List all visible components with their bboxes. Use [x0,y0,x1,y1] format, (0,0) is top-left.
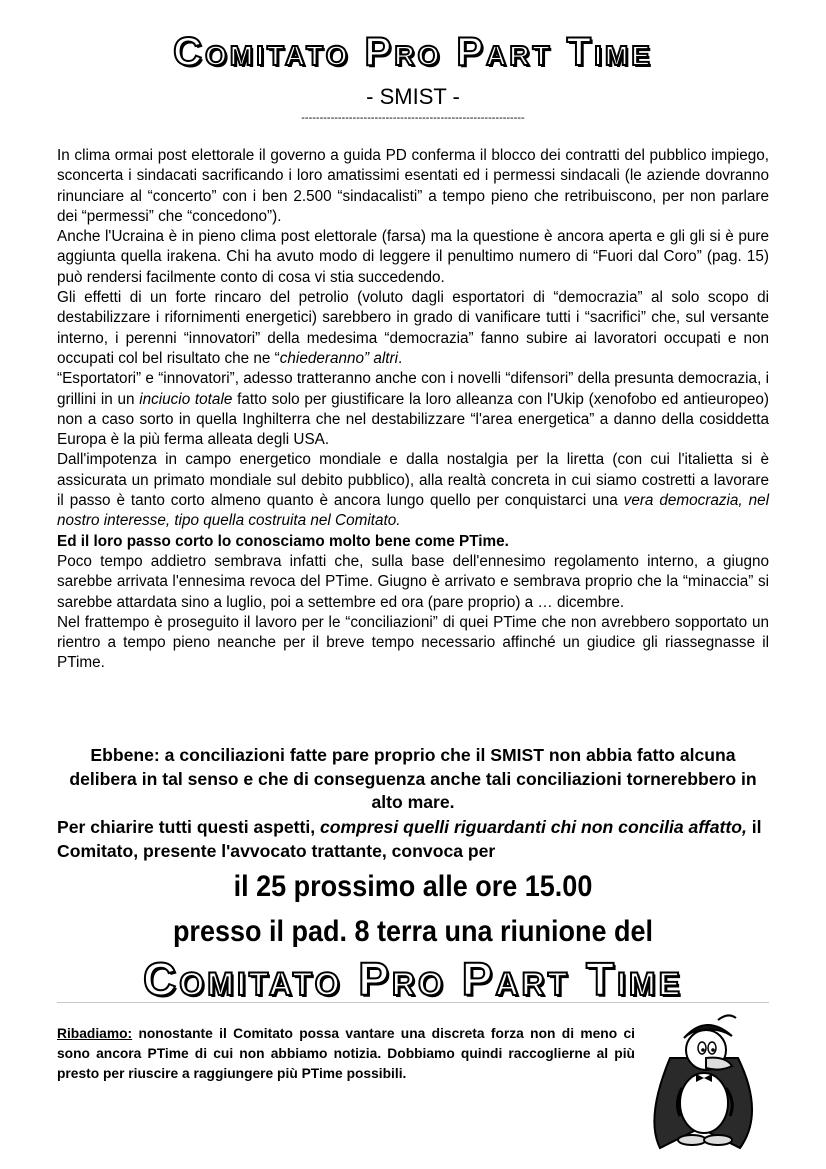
bottom-title: Comitato Pro Part Time [143,953,683,1005]
body-text [57,146,769,674]
paragraph-8: Nel frattempo è proseguito il lavoro per le “conciliazioni” di quei PTime che non avrebbero sopportato un rientro a tempo pieno neanche per il breve tempo necessario affinché un giudice gli riassegnasse il PTime. [57,613,769,672]
paragraph-3 [57,288,769,369]
paragraph-4 [57,369,769,450]
subtitle: - SMIST - [366,84,460,109]
paragraph-6: Ed il loro passo corto lo conosciamo molto bene come PTime. [57,532,509,550]
page-title: Comitato Pro Part Time [173,30,653,74]
paragraph-3-text: Gli effetti di un forte rincaro del petrolio (voluto dagli esportatori di “democrazia” al solo scopo di destabilizzare i rifornimenti energetici) sarebbero in grado di vanificare tutti i “sacrifici” che, sul versante interno, i perenni “innovatori” della medesima “democrazia” fanno subire ai lavoratori occupati e non occupati col bel risultato che ne “ [57,289,769,367]
paragraph-5-text: Dall'impotenza in campo energetico mondiale e dalla nostalgia per la liretta (con cui l'italietta si è assicurata un primato mondiale sul debito pubblico), alla realtà concreta in cui siamo costretti a lavorare il passo è tanto corto almeno quanto è ancora lungo quello per conquistarci una [57,451,769,510]
convocation-start: Per chiarire tutti questi aspetti, [57,817,320,837]
paragraph-4-text: “Esportatori” e “innovatori”, adesso tratteranno anche con i novelli “difensori” della presunta democrazia, i grillini in un [57,370,769,408]
paragraph-5 [57,450,769,531]
paragraph-3-italic: chiederanno” altri [279,349,398,367]
paragraph-1: In clima ormai post elettorale il governo a guida PD conferma il blocco dei contratti del pubblico impiego, sconcerta i sindacati sacrificando i loro amatissimi esentati ed i permessi sindacali (le aziende dovranno rinunciare al “concerto” con i ben 2.500 “sindacalisti” a tempo pieno che retribuiscono, per non parlare dei “permessi” che “concedono”). [57,147,769,225]
centered-emphasis: Ebbene: a conciliazioni fatte pare proprio che il SMIST non abbia fatto alcuna delibera in tal senso e che di conseguenza anche tali conciliazioni tornerebbero in alto mare. [69,745,757,812]
dashed-separator: ------------------------------------------------------------- [301,112,525,124]
divider [57,1002,769,1003]
paragraph-7: Poco tempo addietro sembrava infatti che, sulla base dell'ennesimo regolamento interno, a giugno sarebbe arrivata l'ennesima revoca del PTime. Giugno è arrivato e sembrava proprio che la “minaccia” si sarebbe attardata sino a luglio, poi a settembre ed ora (pare proprio) a … dicembre. [57,552,769,611]
paragraph-3-end: . [397,349,403,367]
convocation-end: il Comitato, presente l'avvocato trattante, convoca per [57,817,762,861]
convocation-text [57,816,769,863]
paragraph-4-end: fatto solo per giustificare la loro alleanza con l'Ukip (xenofobo ed antieuropeo) non a caso sorto in quella Inghilterra che nel destabilizzare “l'area energetica” a danno della cosiddetta Europa è la più ferma alleata degli USA. [57,390,769,449]
convocation-italic: compresi quelli riguardanti chi non concilia affatto, [320,817,747,837]
footer-note [57,1024,635,1084]
paragraph-2: Anche l'Ucraina è in pieno clima post elettorale (farsa) ma la questione è ancora aperta e gli gli si è pure aggiunta quella irakena. Chi ha avuto modo di leggere il penultimo numero di “Fuori dal Coro” (pag. 15) può rendersi facilmente conto di cosa vi stia succedendo. [57,228,769,286]
paragraph-5-italic: vera democrazia, nel nostro interesse, tipo quella costruita nel Comitato. [57,492,769,530]
duck-mascot-icon [640,1008,770,1158]
footer-text: nonostante il Comitato possa vantare una discreta forza non di meno ci sono ancora PTime di cui non abbiamo notizia. Dobbiamo quindi raccoglierne al più presto per riuscire a raggiungere più PTime possibili. [57,1026,635,1081]
paragraph-4-italic: inciucio totale [139,390,233,408]
meeting-date: il 25 prossimo alle ore 15.00 [233,870,593,903]
meeting-place: presso il pad. 8 terra una riunione del [172,915,654,948]
footer-lead: Ribadiamo: [57,1026,133,1041]
